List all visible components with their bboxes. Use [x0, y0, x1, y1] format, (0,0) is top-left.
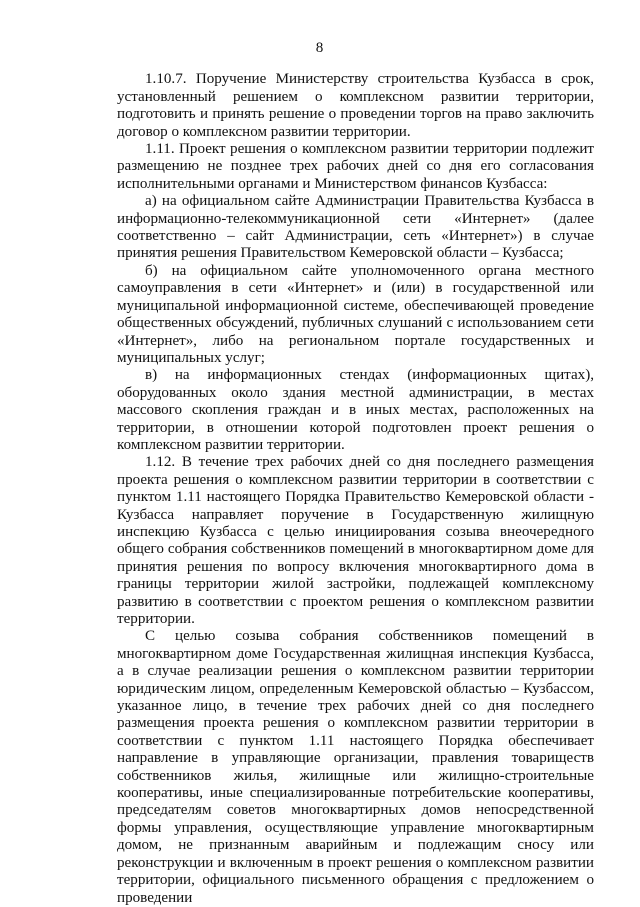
paragraph-1-11-v: в) на информационных стендах (информационных щитах), оборудованных около здания местной администрации, в местах массового скопления граждан и в иных местах, расположенных на территории, в отношении которой подготовлен проект решения о комплексном развитии территории. [117, 367, 594, 453]
paragraph-1-11: 1.11. Проект решения о комплексном развитии территории подлежит размещению не позднее трех рабочих дней со дня его согласования исполнительными органами и Министерством финансов Кузбасса: [117, 141, 594, 192]
paragraph-1-11-b: б) на официальном сайте уполномоченного органа местного самоуправления в сети «Интернет» и (или) в государственной или муниципальной информационной системе, обеспечивающей проведение общественных обсуждений, публичных слушаний с использованием сети «Интернет», либо на региональном портале государственных и муниципальных услуг; [117, 262, 594, 366]
page-number: 8 [315, 40, 324, 56]
paragraph-meeting-convening: С целью созыва собрания собственников помещений в многоквартирном доме Государственная жилищная инспекция Кузбасса, а в случае реализации решения о комплексном развитии территории юридическим лицом, определенным Кемеровской областью – Кузбассом, указанное лицо, в течение трех рабочих дней со дня последнего размещения проекта решения о комплексном развитии территории в соответствии с пунктом 1.11 настоящего Порядка обеспечивает направление в управляющие организации, правления товариществ собственников жилья, жилищные или жилищно-строительные кооперативы, иные специализированные потребительские кооперативы, председателям советов многоквартирных домов непосредственной формы управления, осуществляющие управление многоквартирным домом, не признанным аварийным и подлежащим сносу или реконструкции и включенным в проект решения о комплексном развитии территории, официального письменного обращения с предложением о проведении [117, 628, 594, 906]
paragraph-1-10-7: 1.10.7. Поручение Министерству строительства Кузбасса в срок, установленный решением о комплексном развитии территории, подготовить и принять решение о проведении торгов на право заключить договор о комплексном развитии территории. [117, 71, 594, 140]
document-body [117, 71, 594, 907]
paragraph-1-12: 1.12. В течение трех рабочих дней со дня последнего размещения проекта решения о комплексном развитии территории в соответствии с пунктом 1.11 настоящего Порядка Правительство Кемеровской области - Кузбасса направляет поручение в Государственную жилищную инспекцию Кузбасса с целью инициирования созыва внеочередного общего собрания собственников помещений в многоквартирном доме для принятия решения по вопросу включения многоквартирного дома в границы территории жилой застройки, подлежащей комплексному развитию в соответствии с проектом решения о комплексном развитии территории. [117, 454, 594, 627]
paragraph-1-11-a: а) на официальном сайте Администрации Правительства Кузбасса в информационно-телекоммуникационной сети «Интернет» (далее соответственно – сайт Администрации, сеть «Интернет») в случае принятия решения Правительством Кемеровской области – Кузбасса; [117, 193, 594, 262]
